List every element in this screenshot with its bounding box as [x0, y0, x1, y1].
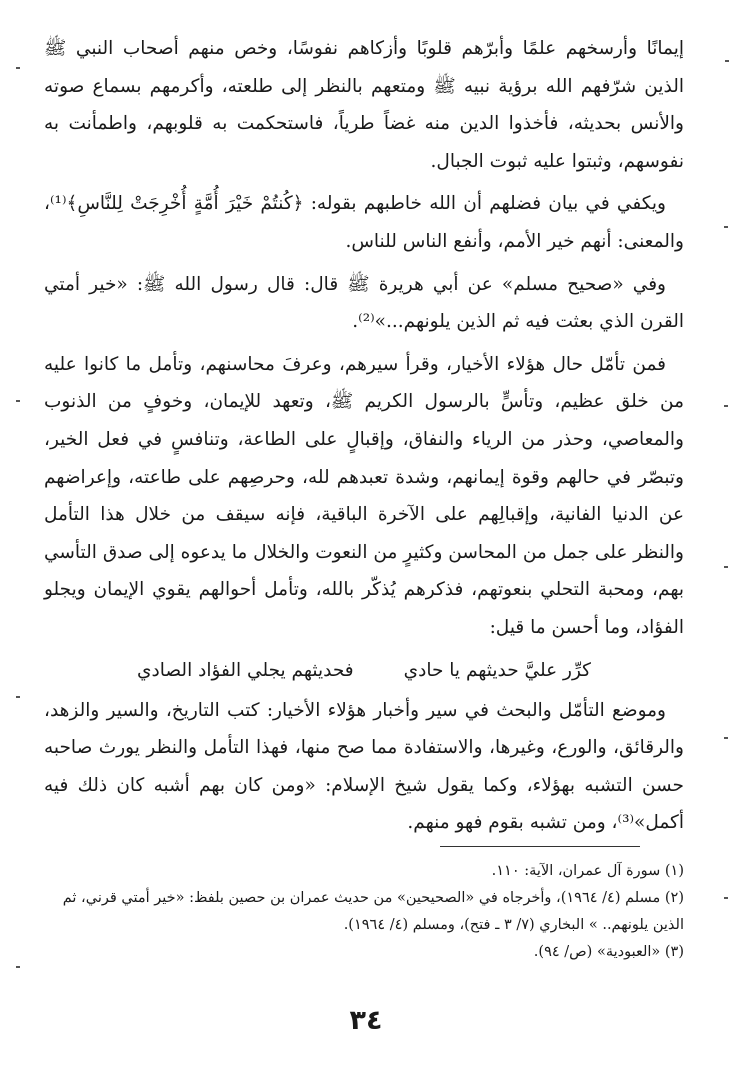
- verse-second-hemistich: فحديثهم يجلي الفؤاد الصادي: [137, 659, 354, 681]
- scan-speck: [725, 60, 729, 62]
- scan-speck: [16, 67, 20, 69]
- scan-speck: [724, 566, 728, 568]
- scan-speck: [724, 226, 728, 228]
- poetry-verse: [44, 652, 684, 690]
- scan-speck: [16, 966, 20, 968]
- paragraph-2: ويكفي في بيان فضلهم أن الله خاطبهم بقوله: ﴿كُنتُمْ خَيْرَ أُمَّةٍ أُخْرِجَتْ لِلنَّاسِ﴾⁽¹⁾، والمعنى: أنهم خير الأمم، وأنفع الناس للناس.: [44, 193, 684, 252]
- footnote-separator: [440, 846, 640, 847]
- footnote-2: (٢) مسلم (٤/ ١٩٦٤)، وأخرجاه في «الصحيحين» من حديث عمران بن حصين بلفظ: «خير أمتي قرني، ثم الذين يلونهم.. » البخاري (٧/ ٣ ـ فتح)، ومسلم (٤/ ١٩٦٤).: [62, 890, 684, 933]
- paragraph-5: وموضع التأمّل والبحث في سير وأخبار هؤلاء الأخيار: كتب التاريخ، والسير والزهد، والرقائق، والورع، وغيرها، والاستفادة مما صح منها، فهذا التأمل والنظر يورث صاحبه حسن التشبه بهؤلاء، وكما يقول شيخ الإسلام: «ومن كان بهم أشبه كان ذلك فيه أكمل»⁽³⁾، ومن تشبه بقوم فهو منهم.: [44, 699, 684, 834]
- page-number: ٣٤: [349, 1005, 383, 1036]
- footnote-3: (٣) «العبودية» (ص/ ٩٤).: [533, 944, 684, 960]
- footnotes: [44, 858, 684, 966]
- footnote-1: (١) سورة آل عمران، الآية: ١١٠.: [491, 863, 684, 879]
- scan-speck: [16, 400, 20, 402]
- scan-speck: [724, 405, 728, 407]
- paragraph-3: وفي «صحيح مسلم» عن أبي هريرة ﷺ قال: قال رسول الله ﷺ: «خير أمتي القرن الذي بعثت فيه ثم الذين يلونهم...»⁽²⁾.: [44, 273, 684, 333]
- paragraph-4: فمن تأمّل حال هؤلاء الأخيار، وقرأ سيرهم، وعرفَ محاسنهم، وتأمل ما كانوا عليه من خلق عظيم، وتأسٍّ بالرسول الكريم ﷺ، وتعهد للإيمان، وخوفٍ من الذنوب والمعاصي، وحذر من الرياء والنفاق، وإقبالٍ على الطاعة، وتنافسٍ في فعل الخير، وتبصّر في حالهم وقوة إيمانهم، وشدة تعبدهم لله، وحرصِهم على طاعته، وإعراضهم عن الدنيا الفانية، وإقبالِهم على الآخرة الباقية، فإنه سيقف من خلال هذا التأمل والنظر على جمل من المحاسن وكثيرٍ من النعوت والخلال ما يدعوه إلى صدق التأسي بهم، ومحبة التحلي بنعوتهم، فذكرهم يُذكّر بالله، وتأمل أحوالهم يقوي الإيمان ويجلو الفؤاد، وما أحسن ما قيل:: [44, 353, 684, 638]
- paragraph-1: إيمانًا وأرسخهم علمًا وأبرّهم قلوبًا وأزكاهم نفوسًا، وخص منهم أصحاب النبي ﷺ الذين شرّفهم الله برؤية نبيه ﷺ ومتعهم بالنظر إلى طلعته، وأكرمهم بسماع صوته والأنس بحديثه، فأخذوا الدين منه غضاً طرياً، فاستحكمت به قلوبهم، واطمأنت به نفوسهم، وثبتوا عليه ثبوت الجبال.: [44, 38, 684, 172]
- page-body: [44, 30, 684, 847]
- scan-speck: [724, 737, 728, 739]
- scan-speck: [16, 696, 20, 698]
- verse-first-hemistich: كرِّر عليَّ حديثهم يا حادي: [403, 659, 591, 681]
- scan-speck: [724, 897, 728, 899]
